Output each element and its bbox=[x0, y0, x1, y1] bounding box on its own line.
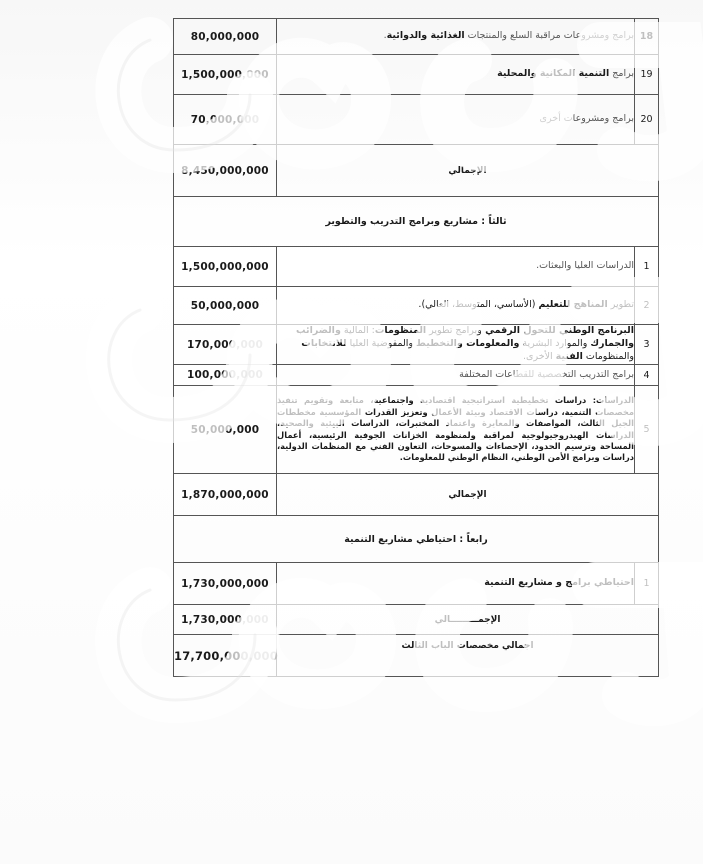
amount-cell: 50,000,000 bbox=[174, 386, 277, 474]
total-row bbox=[174, 474, 659, 516]
row-number: 19 bbox=[635, 55, 659, 95]
amount-cell: 1,500,000,000 bbox=[174, 55, 277, 95]
description-text: والمنظومات bbox=[582, 350, 634, 362]
description-text: والضرائب والجمارك bbox=[295, 325, 634, 350]
total-amount: 8,450,000,000 bbox=[174, 145, 277, 197]
table-row bbox=[174, 563, 659, 605]
description-text: برامج التدريب التخصصية للقطاعات المختلفة bbox=[459, 368, 634, 380]
description-text: البرنامج الوطني للتحول الرقمي bbox=[481, 325, 634, 337]
description-text: المناهج للتعليم bbox=[538, 299, 608, 311]
total-label: الإجمالي bbox=[277, 145, 659, 197]
description-cell bbox=[277, 247, 635, 287]
row-number: 18 bbox=[635, 19, 659, 55]
grand-total-label: اجمالي مخصصات الباب الثالث bbox=[277, 635, 659, 677]
table-row bbox=[174, 247, 659, 287]
total-row bbox=[174, 605, 659, 635]
description-text: وبرامج تطوير bbox=[426, 325, 482, 337]
description-text: برامج ومشروعات مراقبة السلع والمنتجات bbox=[464, 30, 634, 42]
section-header-row bbox=[174, 197, 659, 247]
row-number: 4 bbox=[635, 365, 659, 386]
description-text: برامج bbox=[609, 68, 634, 80]
description-text: الفنية bbox=[555, 350, 583, 362]
table-row bbox=[174, 386, 659, 474]
description-cell bbox=[277, 95, 635, 145]
description-cell bbox=[277, 325, 635, 365]
description-text: للانتخابات bbox=[301, 338, 347, 350]
description-text: برامج ومشروعات أخرى bbox=[539, 113, 634, 125]
description-text: الدراسات: دراسات تخطيطية استراتيجية اقتصادية واجتماعية، متابعة وتقويم تنفيذ مخصصات التنمية، دراسات الاقتصاد وبيئة الأعمال وتعزيز القدرات المؤسسية مخططات الجيل الثالث، المواصفات والمعايرة واعتماد المختبرات، الدراسات البيئية والصحية، الدراسات الهيدروجيولوجية لمراقبة ولمنظومة الخزانات الجوفية الرئيسية، أعمال المساحة وترسيم الحدود، الإحصاءات والمسوحات، التعاون الفني مع المنظمات الدولية، دراسات وبرامج الأمن الوطني، النظام الوطني للمعلومات. bbox=[277, 395, 634, 463]
description-text: (الأساسي، المتوسط، العالي). bbox=[418, 299, 539, 311]
section-title: رابعاً : احتياطي مشاريع التنمية bbox=[174, 516, 659, 563]
description-cell bbox=[277, 386, 635, 474]
row-number: 1 bbox=[635, 563, 659, 605]
description-cell bbox=[277, 563, 635, 605]
section-header-row bbox=[174, 516, 659, 563]
row-number: 1 bbox=[635, 247, 659, 287]
budget-table bbox=[173, 18, 659, 677]
description-text: والمعلومات والتخطيط bbox=[416, 338, 520, 350]
description-text: الغذائية والدوائية bbox=[386, 30, 465, 42]
amount-cell: 80,000,000 bbox=[174, 19, 277, 55]
description-text: . bbox=[383, 30, 387, 42]
amount-cell: 50,000,000 bbox=[174, 287, 277, 325]
table-row bbox=[174, 19, 659, 55]
row-number: 5 bbox=[635, 386, 659, 474]
amount-cell: 170,000,000 bbox=[174, 325, 277, 365]
row-number: 20 bbox=[635, 95, 659, 145]
table-row bbox=[174, 55, 659, 95]
description-cell bbox=[277, 287, 635, 325]
total-label: الإجمـــــــــالي bbox=[277, 605, 659, 635]
grand-total-row bbox=[174, 635, 659, 677]
row-number: 3 bbox=[635, 325, 659, 365]
description-text: تطوير bbox=[607, 299, 634, 311]
table-row bbox=[174, 325, 659, 365]
description-text: المنظومات bbox=[374, 325, 427, 337]
description-text: احتياطي برامج و مشاريع التنمية bbox=[484, 577, 634, 589]
table-row bbox=[174, 287, 659, 325]
description-text: الدراسات العليا والبعثات. bbox=[536, 260, 634, 272]
grand-total-amount: 17,700,000,000 bbox=[174, 635, 277, 677]
description-text: والموارد البشرية bbox=[519, 338, 591, 350]
total-label: الإجمالي bbox=[277, 474, 659, 516]
description-cell bbox=[277, 55, 635, 95]
total-row bbox=[174, 145, 659, 197]
amount-cell: 1,500,000,000 bbox=[174, 247, 277, 287]
total-amount: 1,730,000,000 bbox=[174, 605, 277, 635]
description-cell bbox=[277, 365, 635, 386]
description-text: الأخرى. bbox=[523, 350, 556, 362]
row-number: 2 bbox=[635, 287, 659, 325]
table-row bbox=[174, 95, 659, 145]
table-row bbox=[174, 365, 659, 386]
total-amount: 1,870,000,000 bbox=[174, 474, 277, 516]
amount-cell: 70,000,000 bbox=[174, 95, 277, 145]
amount-cell: 100,000,000 bbox=[174, 365, 277, 386]
description-cell bbox=[277, 19, 635, 55]
section-title: ثالثاً : مشاريع وبرامج التدريب والتطوير bbox=[174, 197, 659, 247]
description-text: التنمية المكانية والمحلية bbox=[497, 68, 610, 80]
description-text: : المالية bbox=[340, 325, 375, 337]
description-text: والمفوضية العليا bbox=[346, 338, 417, 350]
amount-cell: 1,730,000,000 bbox=[174, 563, 277, 605]
